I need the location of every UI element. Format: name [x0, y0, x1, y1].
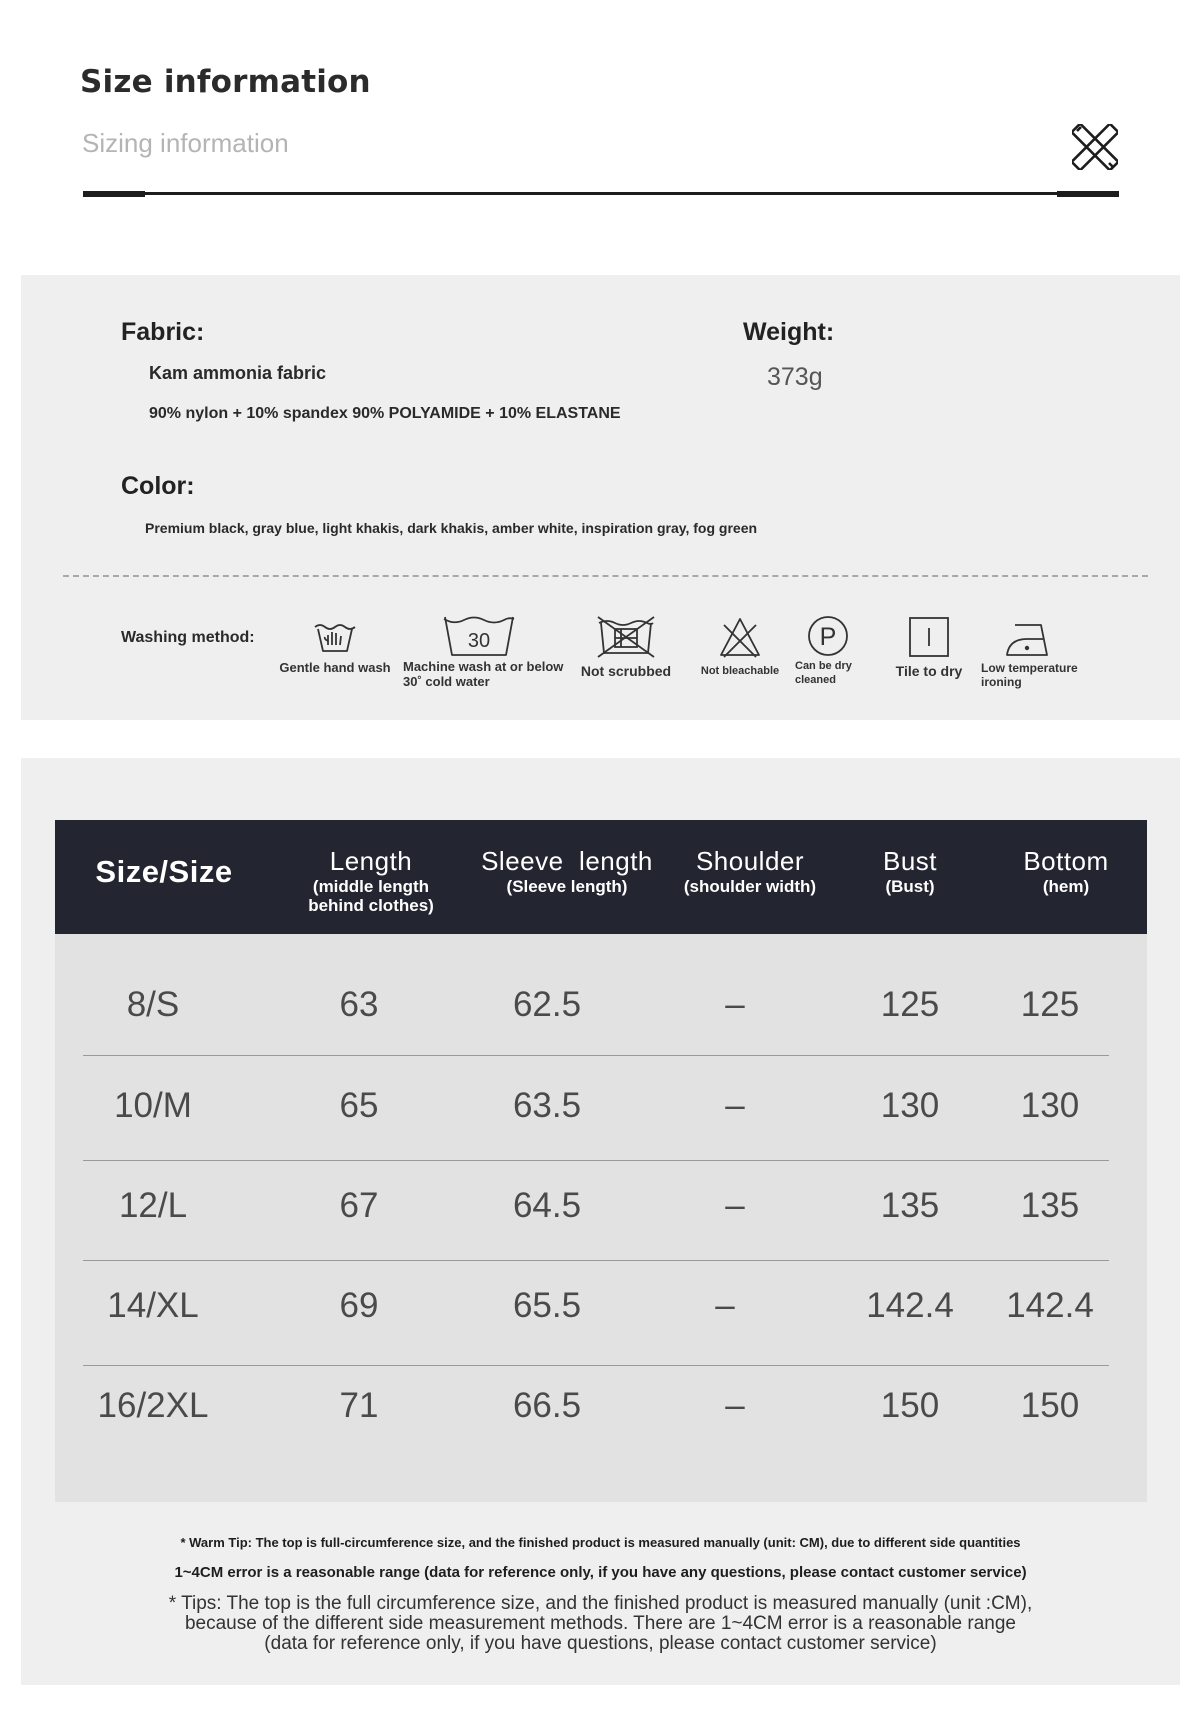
color-value: Premium black, gray blue, light khakis, dark khakis, amber white, inspiration gray, fog green — [145, 520, 758, 536]
flat-dry-icon — [908, 615, 950, 659]
cell-shoulder: – — [725, 985, 745, 1024]
cell-length: 65 — [339, 1086, 379, 1125]
warm-tip-line-2: 1~4CM error is a reasonable range (data for reference only, if you have any questions, please contact customer service) — [174, 1564, 1027, 1581]
wash-item-not-bleachable — [685, 615, 795, 679]
size-table-panel — [21, 758, 1180, 1685]
cell-size: 16/2XL — [97, 1386, 209, 1425]
cell-shoulder: – — [715, 1286, 735, 1325]
cell-sleeve: 66.5 — [512, 1386, 582, 1425]
low-iron-icon — [1003, 615, 1053, 659]
cell-bust: 130 — [880, 1086, 940, 1125]
col-header-size: Size/Size — [95, 854, 233, 889]
cell-shoulder: – — [725, 1186, 745, 1225]
cell-bottom: 150 — [1020, 1386, 1080, 1425]
color-label: Color: — [121, 472, 195, 500]
table-row — [55, 1156, 1147, 1256]
cell-length: 67 — [339, 1186, 379, 1225]
cell-bust: 142.4 — [866, 1286, 954, 1325]
no-tumble-scrub-icon — [595, 615, 657, 659]
table-row — [55, 955, 1147, 1055]
cell-shoulder: – — [725, 1386, 745, 1425]
cell-bust: 135 — [880, 1186, 940, 1225]
wash-item-label: Tile to dry — [895, 663, 963, 679]
wash-temp-symbol: 30 — [467, 630, 491, 652]
cell-size: 14/XL — [107, 1286, 199, 1325]
cell-bottom: 125 — [1020, 985, 1080, 1024]
wash-item-low-iron — [963, 615, 1093, 689]
dry-clean-symbol: P — [819, 623, 837, 651]
wash-item-not-scrubbed — [571, 615, 681, 679]
col-header-bottom: Bottom (hem) — [1023, 846, 1109, 896]
tips-paragraph: * Tips: The top is the full circumference size, and the finished product is measured manually (unit :CM), because of the different side measurement methods. There are 1~4CM error is a reasonable range (data for reference only, if you have questions, please contact customer service) — [168, 1593, 1033, 1654]
cell-sleeve: 62.5 — [512, 985, 582, 1024]
wash-item-dry-clean — [783, 615, 873, 687]
cell-size: 12/L — [118, 1186, 188, 1225]
header-divider-cap-left — [83, 191, 145, 197]
fabric-label: Fabric: — [121, 318, 205, 346]
cell-sleeve: 65.5 — [512, 1286, 582, 1325]
cell-sleeve: 63.5 — [512, 1086, 582, 1125]
table-row — [55, 1056, 1147, 1156]
washing-method-label: Washing method: — [121, 629, 255, 646]
wash-item-hand-wash — [265, 615, 405, 675]
cell-size: 10/M — [114, 1086, 192, 1125]
fabric-composition: 90% nylon + 10% spandex 90% POLYAMIDE + 10% ELASTANE — [149, 405, 621, 422]
cell-shoulder: – — [725, 1086, 745, 1125]
size-table-body — [55, 934, 1147, 1502]
cell-size: 8/S — [126, 985, 180, 1024]
warm-tip-line-1: * Warm Tip: The top is full-circumference size, and the finished product is measured manually (unit: CM), due to different side quantities — [180, 1535, 1021, 1550]
wash-item-label: Low temperature ironing — [981, 661, 1078, 689]
ruler-pencil-icon — [1072, 124, 1118, 170]
weight-label: Weight: — [743, 318, 835, 346]
cell-length: 63 — [339, 985, 379, 1024]
col-header-shoulder: Shoulder (shoulder width) — [683, 846, 817, 896]
fabric-name: Kam ammonia fabric — [149, 363, 327, 383]
header-divider-cap-right — [1057, 191, 1119, 197]
wash-item-label: Can be dry cleaned — [795, 660, 852, 686]
page-title: Size information — [80, 64, 371, 100]
cell-sleeve: 64.5 — [512, 1186, 582, 1225]
col-header-length: Length (middle length behind clothes) — [308, 846, 434, 915]
wash-item-machine-wash — [387, 613, 571, 689]
col-header-sleeve-length: Sleeve length (Sleeve length) — [481, 846, 653, 896]
fabric-info-panel — [21, 275, 1180, 720]
dry-clean-p-icon — [806, 615, 850, 657]
dashed-divider — [63, 575, 1148, 577]
cell-bottom: 135 — [1020, 1186, 1080, 1225]
cell-bottom: 130 — [1020, 1086, 1080, 1125]
wash-item-label: Not bleachable — [700, 665, 780, 677]
table-row — [55, 1256, 1147, 1356]
cell-length: 69 — [339, 1286, 379, 1325]
wash-item-label: Gentle hand wash — [279, 660, 391, 675]
page-subtitle: Sizing information — [82, 128, 289, 158]
size-table-header — [55, 820, 1147, 934]
cell-bust: 125 — [880, 985, 940, 1024]
cell-bottom: 142.4 — [1006, 1286, 1094, 1325]
cell-length: 71 — [339, 1386, 379, 1425]
no-bleach-icon — [718, 615, 762, 659]
machine-wash-30-icon — [442, 613, 516, 657]
wash-item-label: Not scrubbed — [580, 663, 672, 679]
table-row — [55, 1356, 1147, 1456]
header-divider — [83, 192, 1119, 195]
weight-value: 373g — [767, 363, 823, 391]
cell-bust: 150 — [880, 1386, 940, 1425]
col-header-bust: Bust (Bust) — [882, 846, 938, 896]
hand-wash-icon — [312, 615, 358, 655]
wash-item-label: Machine wash at or below 30˚ cold water — [403, 659, 564, 689]
